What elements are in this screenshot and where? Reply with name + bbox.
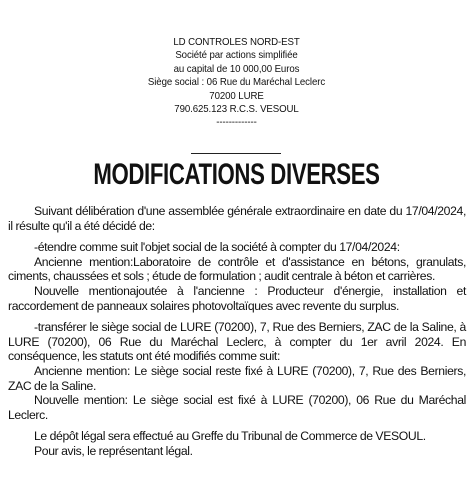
notice-body bbox=[8, 204, 466, 459]
company-form: Société par actions simplifiée bbox=[175, 49, 298, 62]
paragraph-new-object: Nouvelle mentionajoutée à l'ancienne : Producteur d'énergie, installation et raccordement de panneaux solaires photovoltaïques avec revente du surplus. bbox=[8, 283, 466, 313]
company-header bbox=[19, 36, 454, 130]
paragraph-object-extension: -étendre comme suit l'objet social de la société à compter du 17/04/2024: bbox=[34, 240, 400, 255]
paragraph-old-seat: Ancienne mention: Le siège social reste fixé à LURE (70200), 7, Rue des Berniers, ZAC de la Saline. bbox=[8, 363, 466, 393]
company-capital: au capital de 10 000,00 Euros bbox=[173, 62, 300, 75]
company-address: Siège social : 06 Rue du Maréchal Leclerc bbox=[147, 76, 326, 89]
paragraph-old-object: Ancienne mention:Laboratoire de contrôle et d'assistance en bétons, granulats, ciments, chaussées et sols ; étude de formulation ; audit centrale à béton et carrières. bbox=[8, 254, 466, 284]
header-separator: ------------- bbox=[216, 116, 257, 129]
paragraph-new-seat: Nouvelle mention: Le siège social est fixé à LURE (70200), 06 Rue du Maréchal Leclerc. bbox=[8, 393, 466, 422]
company-city: 70200 LURE bbox=[209, 89, 264, 102]
notice-title: MODIFICATIONS DIVERSES bbox=[93, 158, 380, 191]
company-name: LD CONTROLES NORD-EST bbox=[173, 36, 300, 48]
title-rule bbox=[191, 153, 281, 154]
paragraph-filing: Le dépôt légal sera effectué au Greffe du Tribunal de Commerce de VESOUL. bbox=[34, 429, 426, 444]
paragraph-signature: Pour avis, le représentant légal. bbox=[34, 443, 193, 458]
paragraph-transfer: -transférer le siège social de LURE (70200), 7, Rue des Berniers, ZAC de la Saline, à LURE (70200), 06 Rue du Maréchal Leclerc, à compter du 1er avril 2024. En conséquence, les statuts ont été modifiés comme suit: bbox=[8, 320, 466, 364]
paragraph-deliberation: Suivant délibération d'une assemblée générale extraordinaire en date du 17/04/2024, il résulte qu'il a été décidé de: bbox=[8, 204, 466, 233]
company-rcs: 790.625.123 R.C.S. VESOUL bbox=[174, 103, 299, 116]
